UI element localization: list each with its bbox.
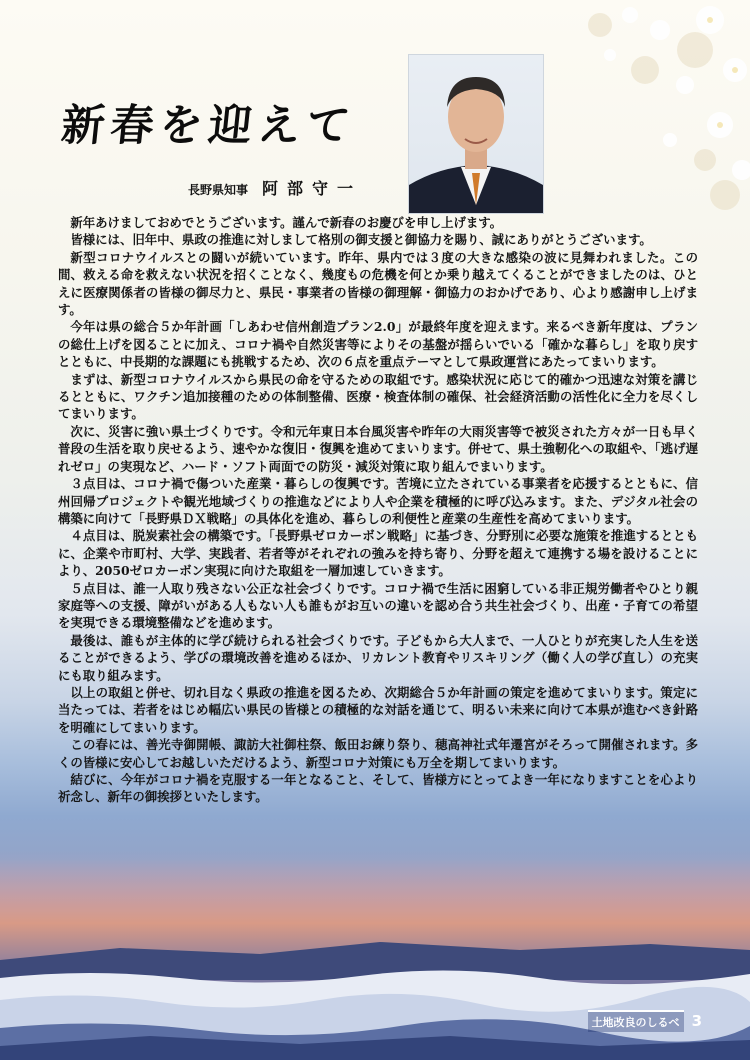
paragraph: ３点目は、コロナ禍で傷ついた産業・暮らしの復興です。苦境に立たされている事業者を応援するとともに、信州回帰プロジェクトや観光地域づくりの推進などにより人や企業を積極的に呼び込みます。また、デジタル社会の構築に向けて「長野県ＤＸ戦略」の具体化を進め、暮らしの利便性と産業の生産性を高めてまいります。 xyxy=(58,476,698,526)
paragraph: ４点目は、脱炭素社会の構築です。「長野県ゼロカーボン戦略」に基づき、分野別に必要な施策を推進するとともに、企業や市町村、大学、実践者、若者等がそれぞれの強みを持ち寄り、分野を超えて連携する場を設けることにより、2050ゼロカーボン実現に向けた取組を一層加速していきます。 xyxy=(58,528,698,579)
page-number: 3 xyxy=(691,1012,702,1030)
paragraph: 新年あけましておめでとうございます。謹んで新春のお慶びを申し上げます。 xyxy=(70,215,503,230)
paragraph: 新型コロナウイルスとの闘いが続いています。昨年、県内では３度の大きな感染の波に見舞われました。この間、救える命を救えない状況を招くことなく、幾度もの危機を何とか乗り越えてくることができましたのは、ひとえに医療関係者の皆様の御尽力と、県民・事業者の皆様の御理解・御協力のおかげであり、心より感謝申し上げます。 xyxy=(58,249,698,318)
publication-name: 土地改良のしるべ xyxy=(588,1010,684,1032)
paragraph: 最後は、誰もが主体的に学び続けられる社会づくりです。子どもから大人まで、一人ひとりが充実した人生を送ることができるよう、学びの環境改善を進めるほか、リカレント教育やリスキリング（働く人の学び直し）の充実にも取り組みます。 xyxy=(58,632,698,683)
flower-decoration xyxy=(510,0,750,230)
portrait-illustration xyxy=(409,55,543,213)
paragraph: 皆様には、旧年中、県政の推進に対しまして格別の御支援と御協力を賜り、誠にありがとうございます。 xyxy=(70,232,652,248)
paragraph: 結びに、今年がコロナ禍を克服する一年となること、そして、皆様方にとってよき一年になりますことを心より祈念し、新年の御挨拶といたします。 xyxy=(58,772,698,805)
paragraph: ５点目は、誰一人取り残さない公正な社会づくりです。コロナ禍で生活に困窮している非正規労働者やひとり親家庭等への支援、障がいがある人もない人も誰もがお互いの違いを認め合う共生社会づくり、出産・子育ての希望を実現できる環境整備などを進めます。 xyxy=(58,580,698,631)
page-footer xyxy=(588,1010,702,1032)
paragraph: 次に、災害に強い県土づくりです。令和元年東日本台風災害や昨年の大雨災害等で被災された方々が一日も早く普段の生活を取り戻せるよう、速やかな復旧・復興を進めてまいります。併せて、県土強靭化への取組や、「逃げ遅れゼロ」の実現など、ハード・ソフト両面での防災・減災対策に取り組んでまいります。 xyxy=(58,423,698,474)
author-line xyxy=(188,176,362,199)
paragraph: まずは、新型コロナウイルスから県民の命を守るための取組です。感染状況に応じて的確かつ迅速な対策を講じるとともに、ワクチン追加接種のための体制整備、医療・検査体制の確保、社会経済活動の活性化に全力を尽くしてまいります。 xyxy=(58,371,698,422)
message-body xyxy=(58,214,698,806)
author-name: 阿部守一 xyxy=(262,179,363,198)
governor-portrait xyxy=(408,54,544,214)
paragraph: 以上の取組と併せ、切れ目なく県政の推進を図るため、次期総合５か年計画の策定を進めてまいります。策定に当たっては、若者をはじめ幅広い県民の皆様との積極的な対話を通じて、明るい未来に向けて本県が進むべき針路を明確にしてまいります。 xyxy=(58,684,698,735)
page-title: 新春を迎えて xyxy=(59,101,359,151)
paragraph: この春には、善光寺御開帳、諏訪大社御柱祭、飯田お練り祭り、穂高神社式年遷宮がそろって開催されます。多くの皆様に安心してお越しいただけるよう、新型コロナ対策にも万全を期してまいります。 xyxy=(58,737,698,770)
author-role: 長野県知事 xyxy=(188,183,249,197)
paragraph: 今年は県の総合５か年計画「しあわせ信州創造プラン2.0」が最終年度を迎えます。来るべき新年度は、プランの総仕上げを図ることに加え、コロナ禍や自然災害等によりその基盤が揺らいでいる「確かな暮らし」を取り戻すとともに、中長期的な課題にも挑戦するため、次の６点を重点テーマとして県政運営にあたってまいります。 xyxy=(58,319,698,370)
